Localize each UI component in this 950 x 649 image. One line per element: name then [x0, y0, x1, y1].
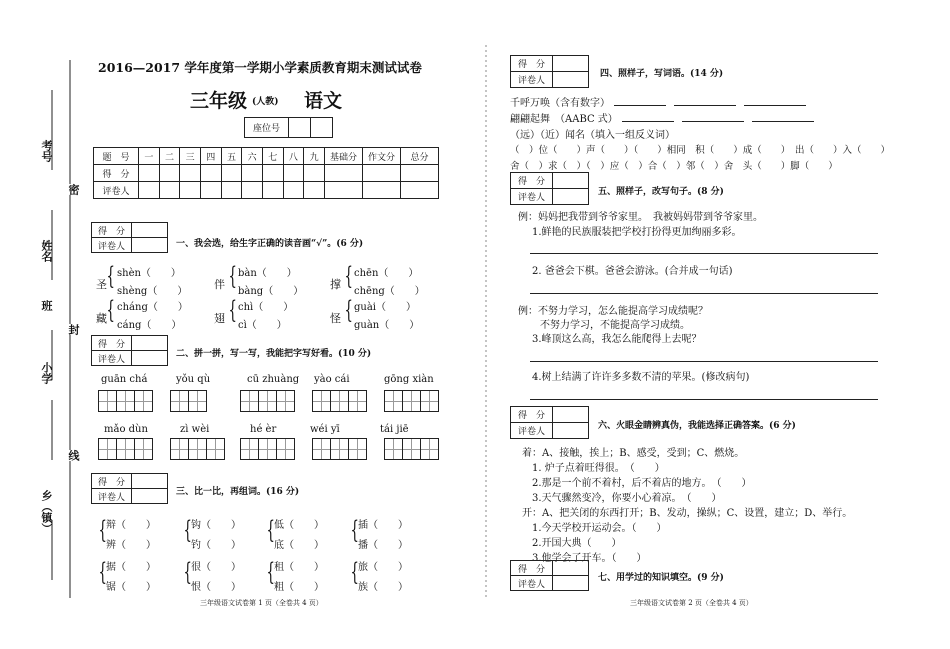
side-xiang: 乡（镇）	[40, 490, 53, 534]
brace-icon: {	[106, 296, 115, 324]
mini-score-cell[interactable]	[132, 336, 168, 351]
q1-option-b[interactable]: guàn（ ）	[354, 320, 420, 331]
brace-icon: {	[266, 516, 275, 544]
reviewer-cell[interactable]	[325, 182, 363, 199]
q1-option-b[interactable]: chēng（ ）	[354, 286, 425, 297]
brace-icon: {	[350, 516, 359, 544]
mini-score-cell[interactable]	[132, 474, 168, 489]
score-row-label: 得 分	[94, 165, 139, 182]
q5-score-box	[510, 172, 589, 205]
q1-option-b[interactable]: cì（ ）	[238, 320, 287, 331]
pinyin-label: hé èr	[250, 424, 277, 435]
score-cell[interactable]	[262, 165, 283, 182]
side-xingming: 姓名	[40, 240, 53, 262]
mini-score-label: 得 分	[92, 336, 132, 351]
q6-line[interactable]: 1. 炉子点着旺得很。 （ ）	[532, 463, 665, 474]
score-header: 七	[262, 148, 283, 165]
q3-item[interactable]: 辩（ ）	[106, 520, 156, 531]
answer-line[interactable]	[530, 240, 878, 254]
writing-grid[interactable]	[384, 390, 438, 412]
q1-title: 一、我会选，给生字正确的读音画“√”。(6 分)	[176, 239, 364, 249]
pinyin-label: guān chá	[101, 374, 148, 385]
pinyin-label: yào cái	[314, 374, 350, 385]
q3-item[interactable]: 钓（ ）	[191, 540, 241, 551]
score-header: 六	[242, 148, 263, 165]
q4-score-box	[510, 55, 589, 88]
q4-title: 四、照样子，写词语。(14 分)	[600, 69, 724, 79]
score-header: 作文分	[363, 148, 401, 165]
q5-title: 五、照样子，改写句子。(8 分)	[598, 187, 724, 197]
score-header: 五	[221, 148, 242, 165]
mini-reviewer-cell[interactable]	[132, 489, 168, 504]
mini-reviewer-cell[interactable]	[553, 72, 589, 88]
page2-footer: 三年级语文试卷第 2 页（全卷共 4 页）	[630, 599, 753, 607]
mini-reviewer-label: 评卷人	[511, 189, 553, 205]
writing-grid[interactable]	[240, 390, 294, 412]
q7-score-box	[510, 560, 589, 591]
q4-l2: 翩翩起舞 （AABC 式）	[510, 114, 618, 125]
mini-reviewer-cell[interactable]	[132, 351, 168, 366]
score-header: 总分	[401, 148, 439, 165]
q5-item2: 2. 爸爸会下棋。爸爸会游泳。(合并成一句话)	[532, 266, 733, 277]
writing-grid[interactable]	[312, 438, 366, 460]
score-header: 四	[200, 148, 221, 165]
q3-item[interactable]: 恨（ ）	[191, 582, 241, 593]
brace-icon: {	[98, 558, 107, 586]
reviewer-cell[interactable]	[200, 182, 221, 199]
mini-reviewer-cell[interactable]	[553, 423, 589, 439]
brace-icon: {	[228, 262, 237, 290]
writing-grid[interactable]	[170, 390, 206, 412]
mini-score-label: 得 分	[511, 173, 553, 189]
reviewer-cell[interactable]	[180, 182, 201, 199]
q4-l5[interactable]: 舍（ ）求（ ）（ ）应（ ）合（ ）邻（ ）舍 头（ ）脚（ ）	[510, 161, 838, 172]
q1-option-a[interactable]: shèn（ ）	[117, 268, 181, 279]
mini-reviewer-label: 评卷人	[511, 72, 553, 88]
q1-option-a[interactable]: cháng（ ）	[117, 302, 188, 313]
writing-grid[interactable]	[170, 438, 224, 460]
q3-item[interactable]: 底（ ）	[274, 540, 324, 551]
q6-score-box	[510, 406, 589, 439]
mini-score-cell[interactable]	[553, 561, 589, 576]
q1-option-b[interactable]: bàng（ ）	[238, 286, 304, 297]
writing-grid[interactable]	[98, 438, 152, 460]
q3-item[interactable]: 租（ ）	[274, 562, 324, 573]
mini-reviewer-label: 评卷人	[92, 351, 132, 366]
reviewer-cell[interactable]	[221, 182, 242, 199]
brace-icon: {	[350, 558, 359, 586]
mini-score-label: 得 分	[511, 561, 553, 576]
q6-line: 开：A、把关闭的东西打开；B、发动，操纵；C、设置，建立；D、举行。	[522, 508, 853, 519]
score-header: 八	[283, 148, 304, 165]
q1-score-box	[91, 222, 168, 253]
q3-title: 三、比一比，再组词。(16 分)	[176, 487, 300, 497]
q1-char: 怪	[330, 312, 341, 325]
mini-score-cell[interactable]	[553, 173, 589, 189]
q3-item[interactable]: 低（ ）	[274, 520, 324, 531]
score-header: 二	[159, 148, 180, 165]
answer-line[interactable]	[744, 96, 806, 106]
q3-item[interactable]: 锯（ ）	[106, 582, 156, 593]
q3-item[interactable]: 族（ ）	[358, 582, 408, 593]
q3-item[interactable]: 插（ ）	[358, 520, 408, 531]
q6-line[interactable]: 2.开国大典（ ）	[532, 538, 622, 549]
mini-reviewer-cell[interactable]	[553, 189, 589, 205]
mini-score-cell[interactable]	[132, 223, 168, 238]
q3-item[interactable]: 据（ ）	[106, 562, 156, 573]
q5-item4: 4.树上结满了许许多多数不清的苹果。(修改病句)	[532, 372, 750, 383]
mini-score-label: 得 分	[92, 223, 132, 238]
q5-item3: 3.峰顶这么高，我怎么能爬得上去呢？	[532, 334, 702, 345]
q4-line	[510, 94, 810, 109]
q1-option-b[interactable]: cáng（ ）	[117, 320, 182, 331]
q6-line[interactable]: 3.天气骤然变冷，你要小心着凉。 （ ）	[532, 493, 722, 504]
q1-option-a[interactable]: guài（ ）	[354, 302, 417, 313]
mini-reviewer-label: 评卷人	[92, 238, 132, 253]
mini-score-cell[interactable]	[553, 407, 589, 423]
reviewer-cell[interactable]	[283, 182, 304, 199]
q5-example2b: 不努力学习，不能提高学习成绩。	[540, 320, 690, 331]
q1-char: 伴	[214, 278, 225, 291]
score-cell[interactable]	[283, 165, 304, 182]
q5-example2: 例：不努力学习，怎么能提高学习成绩呢？	[518, 306, 708, 317]
q5-example1: 例：妈妈把我带到爷爷家里。 我被妈妈带到爷爷家里。	[518, 212, 763, 223]
side-feng: 封	[67, 324, 80, 335]
q3-score-box	[91, 473, 168, 504]
side-xian: 线	[67, 450, 80, 461]
writing-grid[interactable]	[312, 390, 366, 412]
score-header: 基础分	[325, 148, 363, 165]
brace-icon: {	[344, 296, 353, 324]
brace-icon: {	[344, 262, 353, 290]
score-header: 九	[304, 148, 325, 165]
mini-score-label: 得 分	[511, 56, 553, 72]
score-cell[interactable]	[242, 165, 263, 182]
writing-grid[interactable]	[384, 438, 438, 460]
mini-reviewer-label: 评卷人	[511, 576, 553, 591]
side-ban: 班	[40, 300, 53, 311]
q6-line[interactable]: 2.那是一个前不着村，后不着店的地方。 （ ）	[532, 478, 752, 489]
mini-reviewer-label: 评卷人	[92, 489, 132, 504]
mini-reviewer-label: 评卷人	[511, 423, 553, 439]
reviewer-cell[interactable]	[401, 182, 439, 199]
writing-grid[interactable]	[98, 390, 152, 412]
mini-score-label: 得 分	[511, 407, 553, 423]
reviewer-cell[interactable]	[363, 182, 401, 199]
q1-option-a[interactable]: bàn（ ）	[238, 268, 297, 279]
pinyin-label: zì wèi	[180, 424, 210, 435]
pinyin-label: gōng xiàn	[384, 374, 434, 385]
pinyin-label: wéi yī	[310, 424, 340, 435]
pinyin-label: cū zhuàng	[247, 374, 300, 385]
answer-line[interactable]	[682, 112, 744, 122]
q6-title: 六、火眼金睛辨真伪，我能选择正确答案。(6 分)	[598, 421, 796, 431]
q4-line	[510, 110, 818, 125]
score-cell[interactable]	[180, 165, 201, 182]
q7-title: 七、用学过的知识填空。(9 分)	[598, 573, 724, 583]
side-xiaoxue: 小学	[40, 362, 53, 384]
reviewer-cell[interactable]	[304, 182, 325, 199]
score-header: 三	[180, 148, 201, 165]
q1-option-a[interactable]: chì（ ）	[238, 302, 294, 313]
brace-icon: {	[106, 262, 115, 290]
score-header: 一	[139, 148, 160, 165]
reviewer-cell[interactable]	[262, 182, 283, 199]
q3-item[interactable]: 粗（ ）	[274, 582, 324, 593]
pinyin-label: tái jiē	[380, 424, 409, 435]
score-cell[interactable]	[363, 165, 401, 182]
brace-icon: {	[98, 516, 107, 544]
answer-line[interactable]	[530, 348, 878, 362]
seat-cell[interactable]	[311, 118, 333, 138]
brace-icon: {	[183, 558, 192, 586]
q6-line[interactable]: 1.今天学校开运动会。（ ）	[532, 523, 667, 534]
pinyin-label: mǎo dùn	[104, 424, 148, 435]
side-mi: 密	[67, 184, 80, 195]
reviewer-cell[interactable]	[139, 182, 160, 199]
q1-char: 翅	[214, 312, 225, 325]
mini-reviewer-cell[interactable]	[132, 238, 168, 253]
score-cell[interactable]	[304, 165, 325, 182]
q1-char: 撑	[330, 278, 341, 291]
pinyin-label: yǒu qù	[176, 374, 211, 385]
brace-icon: {	[266, 558, 275, 586]
q1-char: 藏	[96, 312, 107, 325]
mini-score-cell[interactable]	[553, 56, 589, 72]
answer-line[interactable]	[530, 386, 878, 400]
seat-label: 座位号	[245, 118, 289, 138]
reviewer-cell[interactable]	[242, 182, 263, 199]
answer-line[interactable]	[622, 112, 674, 122]
q2-score-box	[91, 335, 168, 366]
reviewer-row-label: 评卷人	[94, 182, 139, 199]
score-table	[93, 147, 439, 199]
answer-line[interactable]	[674, 96, 736, 106]
grade-label: 三年级	[190, 90, 248, 112]
score-header-row	[94, 148, 439, 165]
brace-icon: {	[183, 516, 192, 544]
q1-option-a[interactable]: chēn（ ）	[354, 268, 419, 279]
score-cell[interactable]	[139, 165, 160, 182]
q1-char: 圣	[96, 278, 107, 291]
page1-footer: 三年级语文试卷第 1 页（全卷共 4 页）	[200, 599, 323, 607]
q3-item[interactable]: 旅（ ）	[358, 562, 408, 573]
answer-line[interactable]	[530, 280, 878, 294]
q2-title: 二、拼一拼，写一写，我能把字写好看。(10 分)	[176, 349, 372, 359]
q4-l4[interactable]: （ ）位（ ）声（ ）（ ）相同 积（ ）成（ ） 出（ ）入（ ）	[510, 145, 891, 156]
writing-grid[interactable]	[240, 438, 294, 460]
answer-line[interactable]	[752, 112, 814, 122]
score-cell[interactable]	[325, 165, 363, 182]
page-title: 2016—2017 学年度第一学期小学素质教育期末测试试卷	[98, 60, 422, 75]
mini-score-label: 得 分	[92, 474, 132, 489]
brace-icon: {	[228, 296, 237, 324]
seat-cell[interactable]	[289, 118, 311, 138]
q6-line: 着：A、接触，挨上；B、感受，受到；C、燃烧。	[522, 448, 745, 459]
reviewer-row	[94, 182, 439, 199]
seat-table	[244, 117, 333, 138]
q4-l1: 千呼万唤（含有数字）	[510, 98, 610, 109]
reviewer-cell[interactable]	[159, 182, 180, 199]
mini-reviewer-cell[interactable]	[553, 576, 589, 591]
subject-label: 语文	[304, 90, 343, 112]
q6-line[interactable]: 3.他学会了开车。（ ）	[532, 553, 647, 564]
q3-item[interactable]: 辨（ ）	[106, 540, 156, 551]
score-row	[94, 165, 439, 182]
score-cell[interactable]	[159, 165, 180, 182]
q5-item1: 1.鲜艳的民族服装把学校打扮得更加绚丽多彩。	[532, 227, 742, 238]
q1-option-b[interactable]: shèng（ ）	[117, 286, 188, 297]
score-cell[interactable]	[401, 165, 439, 182]
q3-item[interactable]: 很（ ）	[191, 562, 241, 573]
score-header: 题 号	[94, 148, 139, 165]
q3-item[interactable]: 播（ ）	[358, 540, 408, 551]
grade-note: (人教)	[252, 97, 279, 107]
side-kaohao: 考号	[40, 140, 53, 162]
q3-item[interactable]: 钩（ ）	[191, 520, 241, 531]
answer-line[interactable]	[614, 96, 666, 106]
score-cell[interactable]	[221, 165, 242, 182]
score-cell[interactable]	[200, 165, 221, 182]
q4-l3: （远）（近）闻名（填入一组反义词）	[510, 130, 675, 141]
